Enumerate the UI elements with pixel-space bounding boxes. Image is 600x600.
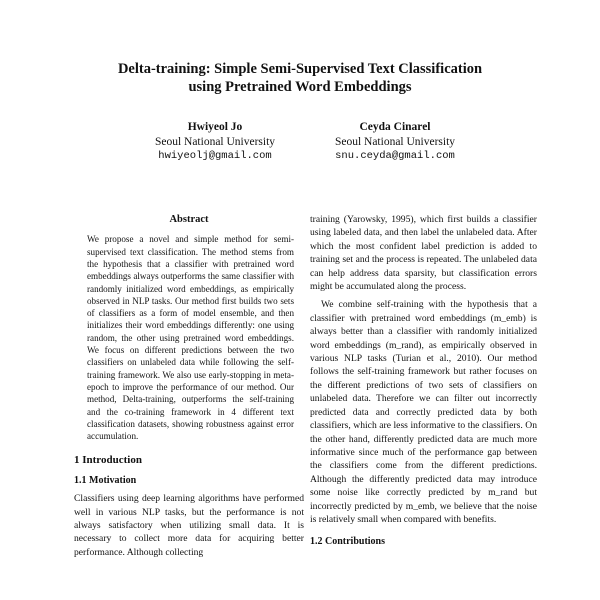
- author-affiliation: Seoul National University: [154, 135, 276, 148]
- section-heading-introduction: 1 Introduction: [74, 454, 142, 467]
- right-column: [310, 213, 537, 554]
- author-name: Ceyda Cinarel: [359, 121, 431, 133]
- motivation-paragraph: Classifiers using deep learning algorithms have performed well in various NLP tasks, but the performance is not always satisfactory when utilizing small data. It is necessary to collect more data for acquiring better performance. Although collecting: [74, 493, 304, 558]
- body-paragraph-1: training (Yarowsky, 1995), which first builds a classifier using labeled data, and then label the unlabeled data. After which the most confident label prediction is added to training set and the process is repeated. The unlabeled data can help address data sparsity, but classification errors might be accumulated along the process.: [310, 214, 537, 293]
- author-name: Hwiyeol Jo: [187, 121, 243, 133]
- body-paragraph-2: We combine self-training with the hypothesis that a classifier with pretrained word embeddings (m_emb) is always better than a classifier with randomly initialized word embeddings (m_rand), as empirically observed in various NLP tasks (Turian et al., 2010). Our method follows the self-training framework but rather focuses on the different predictions of two sets of classifiers on unlabeled data. Therefore we can filter out incorrectly predicted data and correctly predicted data by both classifiers, which are less informative to the classifiers. On the other hand, differently predicted data are much more informative since much of the performance gap between the classifiers come from the different predictions. Although the differently predicted data may introduce some noise like correctly predicted by m_rand but incorrectly predicted by m_emb, we believe that the noise is relatively small when compared with benefits.: [310, 299, 537, 525]
- author-block-2: [300, 120, 490, 164]
- author-block-1: [110, 120, 320, 164]
- author-email: snu.ceyda@gmail.com: [335, 150, 455, 162]
- title-line-1: Delta-training: Simple Semi-Supervised Text Classification: [117, 61, 483, 77]
- abstract-text: We propose a novel and simple method for semi-supervised text classification. The method stems from the hypothesis that a classifier with pretrained word embeddings always outperforms the same classifier with randomly initialized word embeddings, as empirically observed in NLP tasks. Our method first builds two sets of classifiers as a form of model ensemble, and then initializes their word embeddings differently: one using random, the other using pretrained word embeddings. We focus on different predictions between the two classifiers on unlabeled data while following the self-training framework. We also use early-stopping in meta-epoch to improve the performance of our method. Our method, Delta-training, outperforms the self-training and the co-training framework in 4 different text classification datasets, showing robustness against error accumulation.: [87, 234, 294, 442]
- author-affiliation: Seoul National University: [334, 135, 456, 148]
- abstract-heading: Abstract: [169, 214, 209, 225]
- subsection-heading-contributions: 1.2 Contributions: [310, 536, 386, 548]
- title-line-2: using Pretrained Word Embeddings: [188, 79, 412, 95]
- author-email: hwiyeolj@gmail.com: [158, 150, 272, 162]
- subsection-heading-motivation: 1.1 Motivation: [74, 474, 137, 486]
- left-column: [74, 213, 304, 559]
- paper-title: [60, 60, 540, 96]
